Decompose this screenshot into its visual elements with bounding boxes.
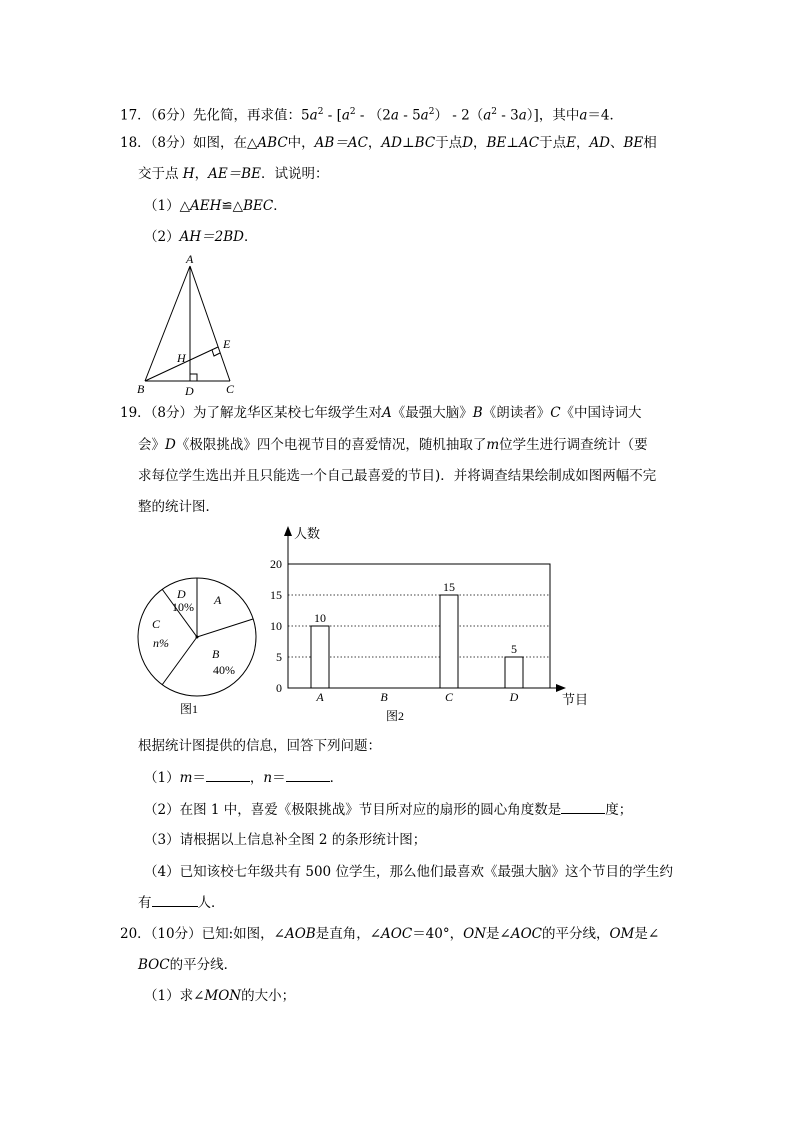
label-c: C bbox=[226, 382, 235, 396]
bar-caption: 图2 bbox=[386, 709, 405, 723]
q18-part2: （2）AH＝2BD． bbox=[144, 229, 258, 245]
q20-line1: 20．（10分）已知:如图，∠AOB是直角，∠AOC＝40°，ON是∠AOC的平分线，OM是∠ bbox=[120, 926, 660, 942]
bar-value-label: 15 bbox=[443, 580, 455, 594]
pie-pct-c: n% bbox=[153, 636, 169, 650]
q19-line1: 19．（8分）为了解龙华区某校七年级学生对A《最强大脑》B《朗读者》C《中国诗词大 bbox=[120, 405, 642, 421]
right-angle-e bbox=[212, 350, 220, 356]
y-axis-arrow bbox=[284, 526, 292, 536]
blank-n[interactable] bbox=[286, 769, 330, 782]
right-angle-d bbox=[190, 374, 197, 381]
label-e: E bbox=[223, 337, 231, 351]
y-tick-label: 15 bbox=[270, 588, 282, 602]
y-tick-label: 20 bbox=[270, 557, 282, 571]
pie-label-b: B bbox=[212, 647, 220, 661]
bar bbox=[311, 626, 329, 688]
y-tick-label: 5 bbox=[276, 650, 282, 664]
q19-part4: （4）已知该校七年级共有 500 位学生，那么他们最喜欢《最强大脑》这个节目的学生约 bbox=[144, 864, 673, 880]
bar-chart bbox=[260, 520, 600, 730]
y-tick-label: 0 bbox=[276, 681, 282, 695]
bar bbox=[505, 657, 523, 688]
q17-line: 17．（6分）先化简，再求值：$5a^2 - [a^2 - (2a - 5a^2) - 2(a^2 - 3a)]$，其中a＝4． bbox=[120, 107, 623, 124]
x-axis-arrow bbox=[556, 684, 566, 692]
label-h: H bbox=[177, 351, 186, 365]
q18-line1: 18．（8分）如图，在△ABC中，AB＝AC，AD⊥BC于点D，BE⊥AC于点E，AD、BE相 bbox=[120, 135, 657, 151]
label-b: B bbox=[137, 382, 145, 396]
q19-part4b: 有 人． bbox=[138, 895, 225, 911]
q18-line2: 交于点 H，AE＝BE．试说明： bbox=[138, 166, 329, 182]
q19-part3: （3）请根据以上信息补全图 2 的条形统计图； bbox=[144, 832, 427, 848]
pie-pct-b: 40% bbox=[213, 663, 235, 677]
label-a: A bbox=[186, 252, 194, 266]
bar-value-label: 5 bbox=[511, 642, 517, 656]
q18-part1: （1）△AEH≌△BEC． bbox=[144, 198, 287, 214]
x-tick-label: D bbox=[509, 690, 519, 704]
x-tick-label: C bbox=[444, 690, 454, 704]
x-tick-label: A bbox=[316, 690, 324, 704]
side-ac bbox=[190, 266, 230, 381]
pie-label-c: C bbox=[152, 617, 161, 631]
q19-part2: （2）在图 1 中，喜爱《极限挑战》节目所对应的扇形的圆心角度数是 度； bbox=[144, 802, 633, 818]
q19-after: 根据统计图提供的信息，回答下列问题： bbox=[138, 738, 381, 754]
pie-label-d: D bbox=[177, 587, 186, 601]
y-tick-label: 10 bbox=[270, 619, 282, 633]
q19-line3: 求每位学生选出并且只能选一个自己最喜爱的节目)．并将调查结果绘制成如图两幅不完 bbox=[138, 468, 657, 484]
x-tick-label: B bbox=[380, 690, 388, 704]
bar bbox=[440, 595, 458, 688]
blank-m[interactable] bbox=[206, 769, 250, 782]
bar-value-label: 10 bbox=[314, 611, 326, 625]
pie-divider-ab bbox=[197, 619, 253, 637]
pie-chart bbox=[130, 570, 270, 720]
triangle-figure bbox=[130, 250, 250, 400]
label-d: D bbox=[185, 384, 194, 398]
pie-caption: 图1 bbox=[180, 702, 199, 716]
q20-line2: BOC的平分线． bbox=[138, 957, 238, 973]
pie-center bbox=[196, 636, 199, 639]
q19-part1: （1）m＝ ，n＝ ． bbox=[144, 770, 344, 786]
q20-part1: （1）求∠MON的大小； bbox=[144, 988, 296, 1004]
pie-label-a: A bbox=[214, 593, 222, 607]
pie-pct-d: 10% bbox=[172, 600, 194, 614]
q19-line4: 整的统计图． bbox=[138, 499, 219, 515]
q19-line2: 会》D《极限挑战》四个电视节目的喜爱情况，随机抽取了m位学生进行调查统计（要 bbox=[138, 437, 648, 453]
blank-angle[interactable] bbox=[561, 801, 605, 814]
y-axis-label: 人数 bbox=[294, 526, 321, 541]
blank-students[interactable] bbox=[152, 894, 198, 907]
x-axis-label: 节目 bbox=[562, 692, 589, 707]
